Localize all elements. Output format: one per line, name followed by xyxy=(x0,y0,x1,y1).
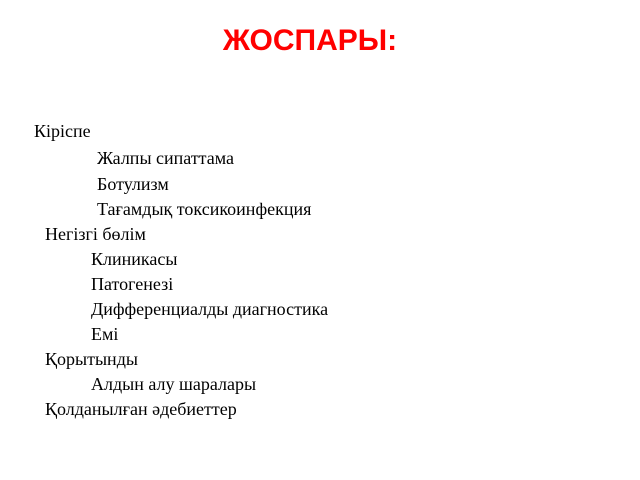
conclusion-item-prevention: Алдын алу шаралары xyxy=(91,374,257,394)
section-heading-main: Негізгі бөлім xyxy=(45,224,146,244)
main-item-treatment: Емі xyxy=(91,324,119,344)
section-heading-references: Қолданылған әдебиеттер xyxy=(45,399,237,419)
section-heading-conclusion: Қорытынды xyxy=(45,349,138,369)
section-heading-intro: Кіріспе xyxy=(34,121,91,141)
intro-item-food-toxicoinfection: Тағамдық токсикоинфекция xyxy=(97,199,312,219)
main-item-pathogenesis: Патогенезі xyxy=(91,274,174,294)
main-item-differential-diagnosis: Дифференциалды диагностика xyxy=(91,299,329,319)
intro-item-botulism: Ботулизм xyxy=(97,174,169,194)
intro-item-general: Жалпы сипаттама xyxy=(97,148,235,168)
slide-title: ЖОСПАРЫ: xyxy=(222,24,398,57)
main-item-clinic: Клиникасы xyxy=(91,249,178,269)
